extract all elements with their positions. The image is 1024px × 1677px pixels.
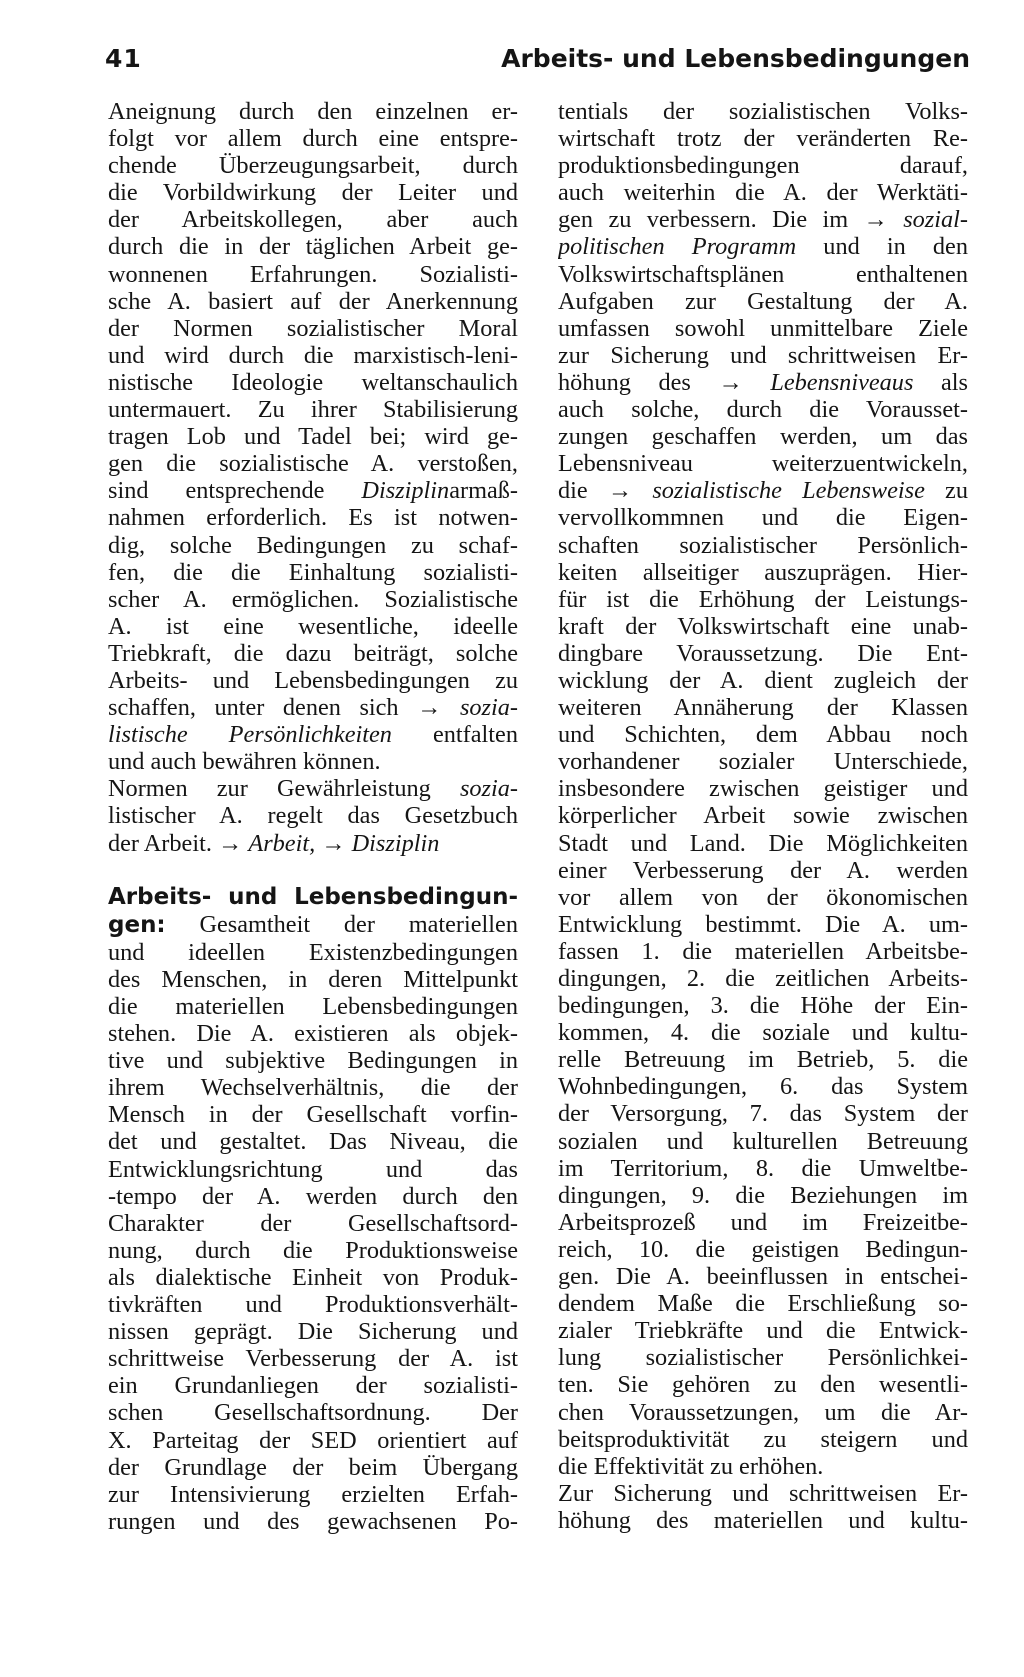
- text-line: weiteren Annäherung der Klassen: [558, 694, 968, 722]
- text-line: nistische Ideologie weltanschaulich: [108, 368, 518, 396]
- text-line: der Versorgung, 7. das System der: [558, 1100, 968, 1128]
- text-line: ein Grundanliegen der sozialisti-: [108, 1372, 518, 1400]
- page-number: 41: [105, 44, 142, 73]
- text-line: schen Gesellschaftsordnung. Der: [108, 1399, 518, 1427]
- text-line: fen, die die Einhaltung sozialisti-: [108, 558, 518, 586]
- headword-continuation: gen:: [108, 911, 166, 938]
- text-line: des Menschen, in deren Mittelpunkt: [108, 965, 518, 993]
- text-line: einer Verbesserung der A. werden: [558, 856, 968, 884]
- text-line: Normen zur Gewährleistung sozia-: [108, 775, 518, 803]
- text-line: tentials der sozialistischen Volks-: [558, 98, 968, 125]
- text-line: vervollkommnen und die Eigen-: [558, 504, 968, 532]
- text-line: Volkswirtschaftsplänen enthaltenen: [558, 260, 968, 288]
- text-line: kraft der Volkswirtschaft eine unab-: [558, 612, 968, 640]
- text-line: für ist die Erhöhung der Leistungs-: [558, 585, 968, 613]
- text-line: auch solche, durch die Vorausset-: [558, 396, 968, 424]
- cross-reference: Disziplin: [351, 829, 440, 857]
- text-line: X. Parteitag der SED orientiert auf: [108, 1426, 518, 1454]
- text-line: der Normen sozialistischer Moral: [108, 314, 518, 342]
- text-line: zur Intensivierung erzielten Erfah-: [108, 1480, 518, 1508]
- text-line: höhung des → Lebensniveaus als: [558, 368, 968, 396]
- text-line: nissen geprägt. Die Sicherung und: [108, 1318, 518, 1346]
- text-line: tivkräften und Produktionsverhält-: [108, 1291, 518, 1319]
- text-line: nahmen erforderlich. Es ist notwen-: [108, 504, 518, 532]
- text-line: bedingungen, 3. die Höhe der Ein-: [558, 992, 968, 1020]
- text-line: Zur Sicherung und schrittweisen Er-: [558, 1479, 968, 1507]
- headword: Arbeits- und Lebensbedingun-: [108, 883, 518, 910]
- text-line: vorhandener sozialer Unterschiede,: [558, 748, 968, 776]
- text-line: Lebensniveau weiterzuentwickeln,: [558, 450, 968, 478]
- text-line: gen: Gesamtheit der materiellen: [108, 910, 518, 938]
- right-column: [558, 98, 968, 1534]
- text-line: fassen 1. die materiellen Arbeitsbe-: [558, 937, 968, 965]
- text-line: gen die sozialistische A. verstoßen,: [108, 450, 518, 478]
- text-line: Stadt und Land. Die Möglichkeiten: [558, 829, 968, 857]
- text-line: tragen Lob und Tadel bei; wird ge-: [108, 423, 518, 451]
- paragraph-gap: [108, 857, 518, 883]
- text-line: Aufgaben zur Gestaltung der A.: [558, 287, 968, 315]
- text-line: wirtschaft trotz der veränderten Re-: [558, 125, 968, 153]
- text-line: untermauert. Zu ihrer Stabilisierung: [108, 396, 518, 424]
- text-line: reich, 10. die geistigen Bedingun-: [558, 1235, 968, 1263]
- text-line: Entwicklung bestimmt. Die A. um-: [558, 910, 968, 938]
- text-line: sind entsprechende Disziplinarmaß-: [108, 477, 518, 505]
- text-line: und wird durch die marxistisch-leni-: [108, 341, 518, 369]
- text-line: der Arbeitskollegen, aber auch: [108, 206, 518, 234]
- text-line: stehen. Die A. existieren als objek-: [108, 1020, 518, 1048]
- cross-reference: Disziplin: [361, 477, 450, 505]
- running-head: Arbeits- und Lebensbedingungen: [501, 44, 970, 73]
- text-line: listischer A. regelt das Gesetzbuch: [108, 802, 518, 830]
- text-line: insbesondere zwischen geistiger und: [558, 775, 968, 803]
- headword-line: [108, 883, 518, 911]
- text-line: keiten allseitiger auszuprägen. Hier-: [558, 558, 968, 586]
- text-line: tive und subjektive Bedingungen in: [108, 1047, 518, 1075]
- text-line: zungen geschaffen werden, um das: [558, 423, 968, 451]
- text-line: relle Betreuung im Betrieb, 5. die: [558, 1046, 968, 1074]
- text-line: dingungen, 9. die Beziehungen im: [558, 1181, 968, 1209]
- text-line: der Grundlage der beim Übergang: [108, 1453, 518, 1481]
- text-line: scher A. ermöglichen. Sozialistische: [108, 585, 518, 613]
- text-line: det und gestaltet. Das Niveau, die: [108, 1128, 518, 1156]
- cross-reference: Arbeit,: [248, 829, 316, 857]
- cross-reference: sozia-: [459, 775, 518, 803]
- text-line: zialer Triebkräfte und die Entwick-: [558, 1317, 968, 1345]
- text-line: schaften sozialistischer Persönlich-: [558, 531, 968, 559]
- text-line: schrittweise Verbesserung der A. ist: [108, 1345, 518, 1373]
- text-line: rungen und des gewachsenen Po-: [108, 1507, 518, 1535]
- text-line: die Effektivität zu erhöhen.: [558, 1452, 824, 1480]
- text-line: vor allem von der ökonomischen: [558, 883, 968, 911]
- text-line: beitsproduktivität zu steigern und: [558, 1425, 968, 1453]
- cross-reference: sozialistische Lebensweise: [652, 477, 925, 505]
- text-line: sche A. basiert auf der Anerkennung: [108, 287, 518, 315]
- text-line: lung sozialistischer Persönlichkei-: [558, 1344, 968, 1372]
- text-line: produktionsbedingungen darauf,: [558, 152, 968, 180]
- text-line: schaffen, unter denen sich → sozia-: [108, 694, 518, 722]
- text-line: Aneignung durch den einzelnen er-: [108, 98, 518, 125]
- cross-reference: listische Persönlichkeiten: [108, 721, 392, 749]
- text-line: Mensch in der Gesellschaft vorfin-: [108, 1101, 518, 1129]
- text-line: die → sozialistische Lebensweise zu: [558, 477, 968, 505]
- text-line: kommen, 4. die soziale und kultu-: [558, 1019, 968, 1047]
- text-line: Arbeitsprozeß und im Freizeitbe-: [558, 1208, 968, 1236]
- text-line: dig, solche Bedingungen zu schaf-: [108, 531, 518, 559]
- text-line: gen zu verbessern. Die im → sozial-: [558, 206, 968, 234]
- text-line: dendem Maße die Erschließung so-: [558, 1290, 968, 1318]
- text-line: chen Voraussetzungen, um die Ar-: [558, 1398, 968, 1426]
- cross-reference: sozial-: [903, 206, 968, 234]
- text-line: nung, durch die Produktionsweise: [108, 1236, 518, 1264]
- text-line: die Vorbildwirkung der Leiter und: [108, 179, 518, 207]
- cross-reference: politischen Programm: [558, 233, 797, 261]
- text-line: Wohnbedingungen, 6. das System: [558, 1073, 968, 1101]
- text-line: dingungen, 2. die zeitlichen Arbeits-: [558, 965, 968, 992]
- text-line: dingbare Voraussetzung. Die Ent-: [558, 639, 968, 667]
- cross-reference: sozia-: [459, 694, 518, 722]
- cross-reference: Lebensniveaus: [770, 368, 914, 396]
- text-line: zur Sicherung und schrittweisen Er-: [558, 341, 968, 369]
- text-line: und Schichten, dem Abbau noch: [558, 721, 968, 749]
- text-line: folgt vor allem durch eine entspre-: [108, 125, 518, 153]
- text-line: durch die in der täglichen Arbeit ge-: [108, 233, 518, 261]
- left-column: [108, 98, 518, 1535]
- text-line: die materiellen Lebensbedingungen: [108, 993, 518, 1020]
- text-line: der Arbeit. → Arbeit, → Disziplin: [108, 829, 440, 857]
- text-line: gen. Die A. beeinflussen in entschei-: [558, 1263, 968, 1291]
- text-line: Triebkraft, die dazu beiträgt, solche: [108, 639, 518, 667]
- text-line: als dialektische Einheit von Produk-: [108, 1263, 518, 1291]
- text-line: chende Überzeugungsarbeit, durch: [108, 152, 518, 180]
- text-line: ihrem Wechselverhältnis, die der: [108, 1074, 518, 1102]
- text-line: A. ist eine wesentliche, ideelle: [108, 612, 518, 640]
- text-line: sozialen und kulturellen Betreuung: [558, 1127, 968, 1155]
- text-line: Charakter der Gesellschaftsord-: [108, 1209, 518, 1237]
- text-line: und auch bewähren können.: [108, 748, 381, 776]
- text-line: wicklung der A. dient zugleich der: [558, 666, 968, 694]
- text-line: wonnenen Erfahrungen. Sozialisti-: [108, 260, 518, 288]
- text-line: auch weiterhin die A. der Werktäti-: [558, 179, 968, 207]
- text-line: höhung des materiellen und kultu-: [558, 1506, 968, 1534]
- text-line: Arbeits- und Lebensbedingungen zu: [108, 666, 518, 694]
- text-line: politischen Programm und in den: [558, 233, 968, 261]
- text-line: ten. Sie gehören zu den wesentli-: [558, 1371, 968, 1399]
- text-line: -tempo der A. werden durch den: [108, 1182, 518, 1210]
- text-line: umfassen sowohl unmittelbare Ziele: [558, 314, 968, 342]
- text-line: listische Persönlichkeiten entfalten: [108, 721, 518, 749]
- text-line: im Territorium, 8. die Umweltbe-: [558, 1154, 968, 1182]
- text-line: Entwicklungsrichtung und das: [108, 1155, 518, 1183]
- text-line: und ideellen Existenzbedingungen: [108, 938, 518, 966]
- text-line: körperlicher Arbeit sowie zwischen: [558, 802, 968, 830]
